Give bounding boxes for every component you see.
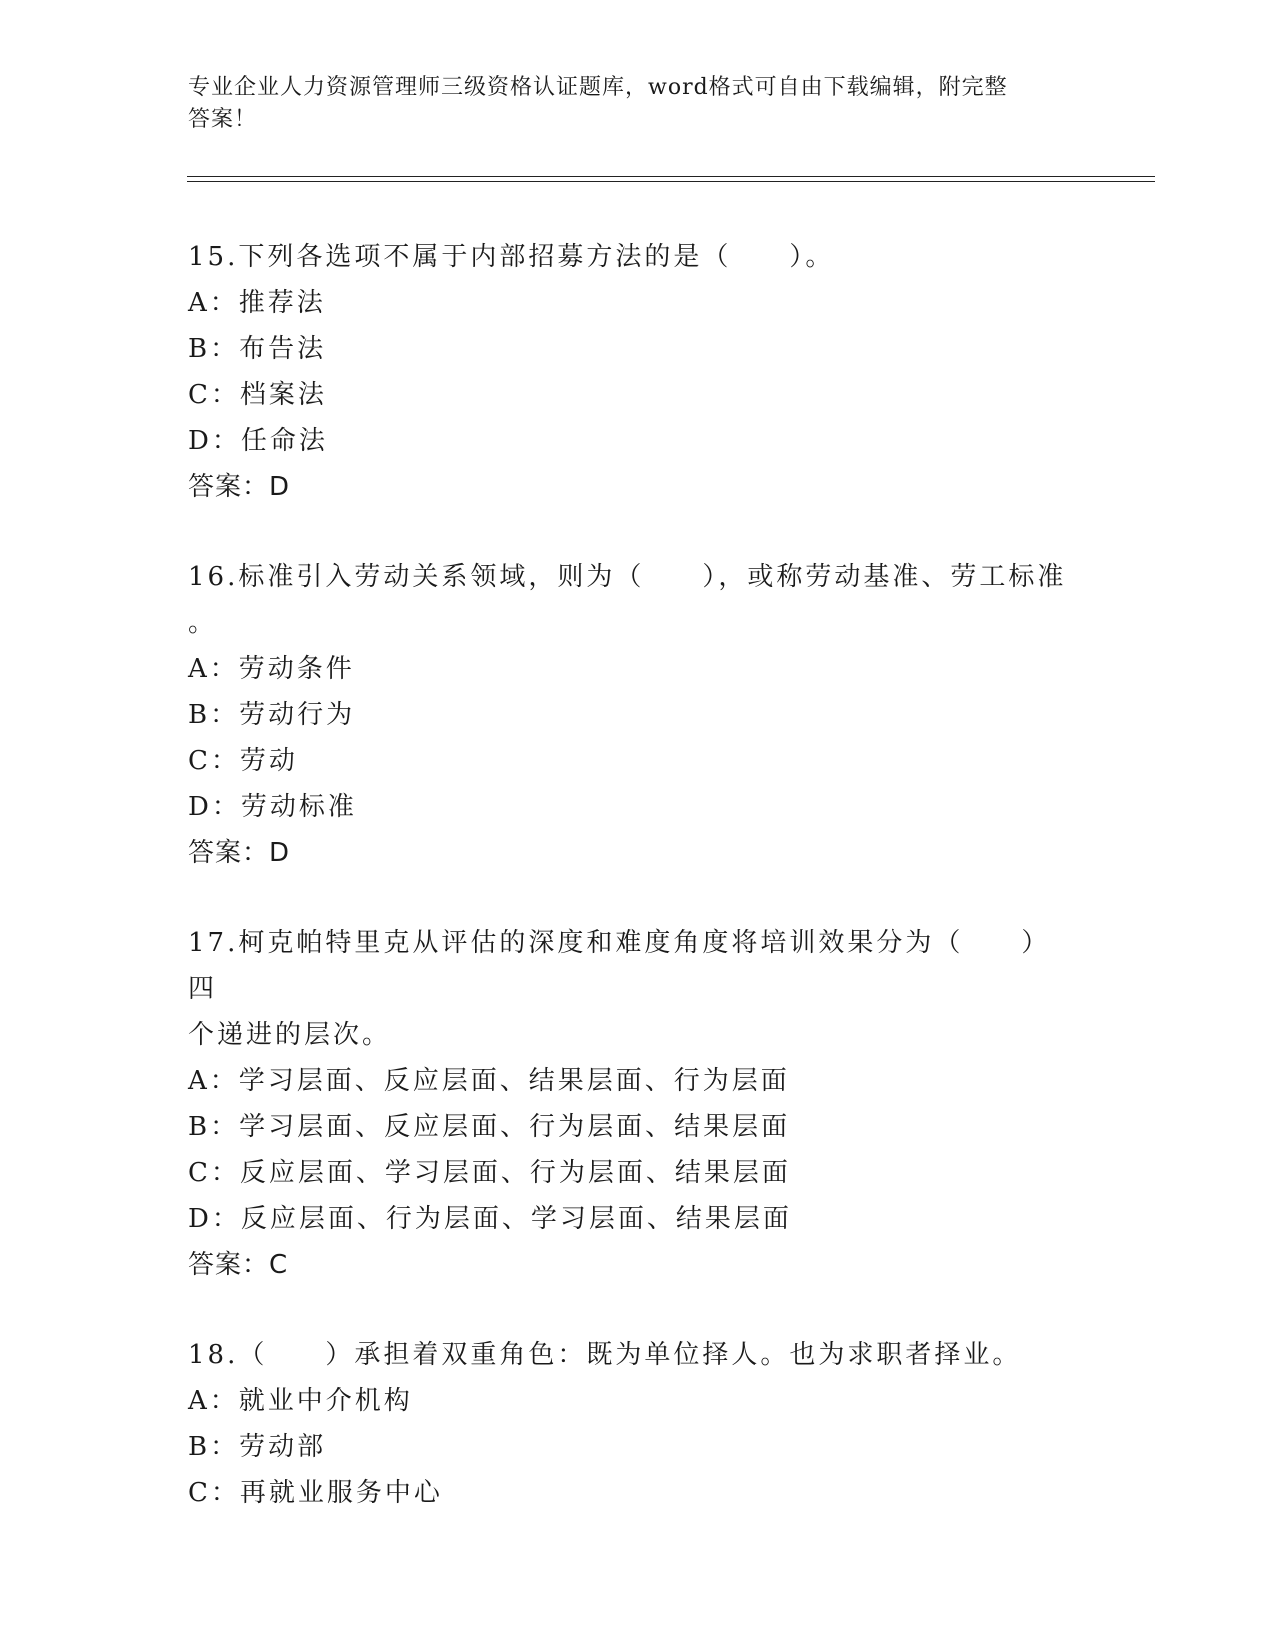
answer-option: B：劳动行为: [188, 700, 356, 730]
document-header: [188, 72, 1088, 136]
question-stem: 15.下列各选项不属于内部招募方法的是（ ）。: [188, 242, 835, 272]
answer-key: 答案：D: [188, 472, 291, 502]
question-item: [188, 234, 1078, 510]
header-line-1: 专业企业人力资源管理师三级资格认证题库，word格式可自由下载编辑，附完整: [188, 75, 1008, 100]
header-divider-top: [187, 176, 1155, 177]
question-stem: 个递进的层次。: [188, 1020, 392, 1050]
answer-option: A：就业中介机构: [188, 1386, 413, 1416]
answer-option: D：任命法: [188, 426, 328, 456]
question-stem: 18.（ ）承担着双重角色：既为单位择人。也为求职者择业。: [188, 1340, 1022, 1370]
header-divider-bottom: [187, 181, 1155, 182]
question-stem: 。: [188, 608, 218, 638]
answer-option: C：劳动: [188, 746, 298, 776]
answer-option: C：档案法: [188, 380, 327, 410]
answer-option: A：学习层面、反应层面、结果层面、行为层面: [188, 1066, 790, 1096]
answer-option: C：再就业服务中心: [188, 1478, 443, 1508]
answer-option: D：反应层面、行为层面、学习层面、结果层面: [188, 1204, 792, 1234]
question-item: [188, 554, 1078, 876]
answer-option: A：劳动条件: [188, 654, 355, 684]
answer-option: D：劳动标准: [188, 792, 357, 822]
answer-option: A：推荐法: [188, 288, 326, 318]
question-stem: 16.标准引入劳动关系领域，则为（ ），或称劳动基准、劳工标准: [188, 562, 1067, 592]
answer-key: 答案：D: [188, 838, 291, 868]
answer-option: B：布告法: [188, 334, 327, 364]
answer-key: 答案：C: [188, 1250, 289, 1280]
answer-option: C：反应层面、学习层面、行为层面、结果层面: [188, 1158, 791, 1188]
question-item: [188, 1332, 1078, 1516]
question-item: [188, 920, 1078, 1288]
question-list: [188, 234, 1078, 1560]
header-line-2: 答案！: [188, 107, 258, 132]
answer-option: B：学习层面、反应层面、行为层面、结果层面: [188, 1112, 791, 1142]
answer-option: B：劳动部: [188, 1432, 327, 1462]
question-stem: 17.柯克帕特里克从评估的深度和难度角度将培训效果分为（ ）四: [188, 928, 1051, 1004]
